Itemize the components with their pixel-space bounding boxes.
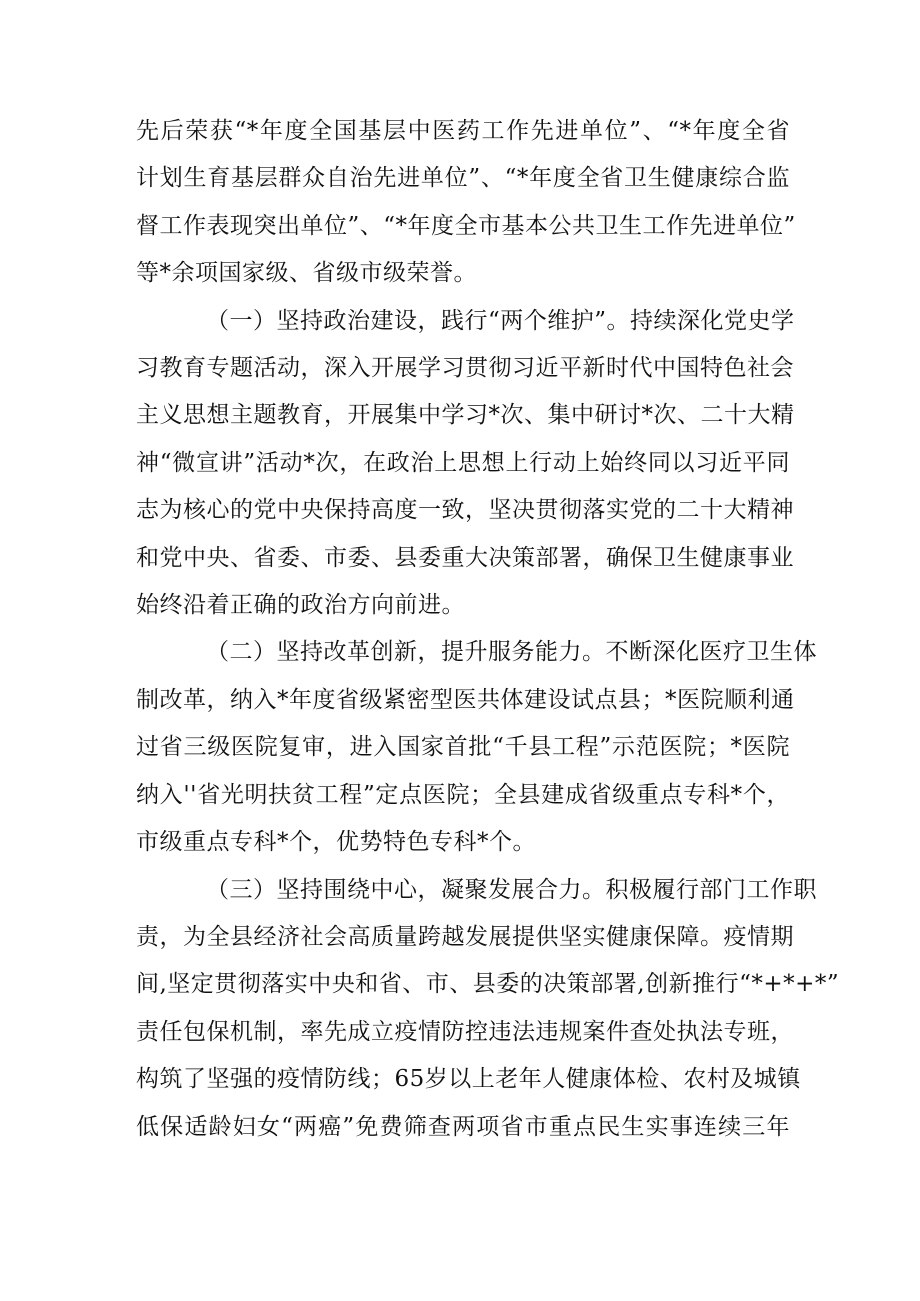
paragraph-4-line-3: 间,坚定贯彻落实中央和省、市、县委的决策部署,创新推行“*+*+*” (136, 971, 840, 998)
paragraph-3-line-2: 制改革，纳入*年度省级紧密型医共体建设试点县；*医院顺利通 (136, 686, 795, 713)
paragraph-4-line-6: 低保适龄妇女“两癌”免费筛查两项省市重点民生实事连续三年 (136, 1113, 790, 1140)
paragraph-3-line-5: 市级重点专科*个，优势特色专科*个。 (136, 829, 536, 856)
paragraph-2-line-2: 习教育专题活动，深入开展学习贯彻习近平新时代中国特色社会 (136, 355, 794, 382)
paragraph-4-line-2: 责，为全县经济社会高质量跨越发展提供坚实健康保障。疫情期 (136, 923, 794, 950)
paragraph-2-line-4: 神“微宣讲”活动*次，在政治上思想上行动上始终同以习近平同 (136, 449, 790, 476)
paragraph-2-line-3: 主义思想主题教育，开展集中学习*次、集中研讨*次、二十大精 (136, 402, 795, 429)
paragraph-1-line-3: 督工作表现突出单位”、“*年度全市基本公共卫生工作先进单位” (136, 212, 796, 239)
paragraph-1-line-1: 先后荣获“*年度全国基层中医药工作先进单位”、“*年度全省 (136, 118, 790, 144)
document-body (136, 108, 840, 1151)
paragraph-2-line-7: 始终沿着正确的政治方向前进。 (136, 592, 465, 619)
paragraph-3-line-3: 过省三级医院复审，进入国家首批“千县工程”示范医院；*医院 (136, 734, 790, 761)
paragraph-2-line-6: 和党中央、省委、市委、县委重大决策部署，确保卫生健康事业 (136, 544, 794, 571)
paragraph-3-line-4: 纳入''省光明扶贫工程”定点医院；全县建成省级重点专科*个， (136, 781, 790, 808)
paragraph-4-line-1: （三）坚持围绕中心，凝聚发展合力。积极履行部门工作职 (206, 876, 817, 903)
paragraph-2-line-1: （一）坚持政治建设，践行“两个维护”。持续深化党史学 (206, 307, 795, 334)
paragraph-3-line-1: （二）坚持改革创新，提升服务能力。不断深化医疗卫生体 (206, 639, 817, 666)
paragraph-1-line-4: 等*余项国家级、省级市级荣誉。 (136, 260, 477, 287)
paragraph-2-line-5: 志为核心的党中央保持高度一致，坚决贯彻落实党的二十大精神 (136, 497, 794, 524)
paragraph-4-line-4: 责任包保机制，率先成立疫情防控违法违规案件查处执法专班， (136, 1018, 794, 1045)
paragraph-1-line-2: 计划生育基层群众自治先进单位”、“*年度全省卫生健康综合监 (136, 165, 790, 192)
paragraph-4-line-5: 构筑了坚强的疫情防线；65岁以上老年人健康体检、农村及城镇 (136, 1066, 801, 1093)
